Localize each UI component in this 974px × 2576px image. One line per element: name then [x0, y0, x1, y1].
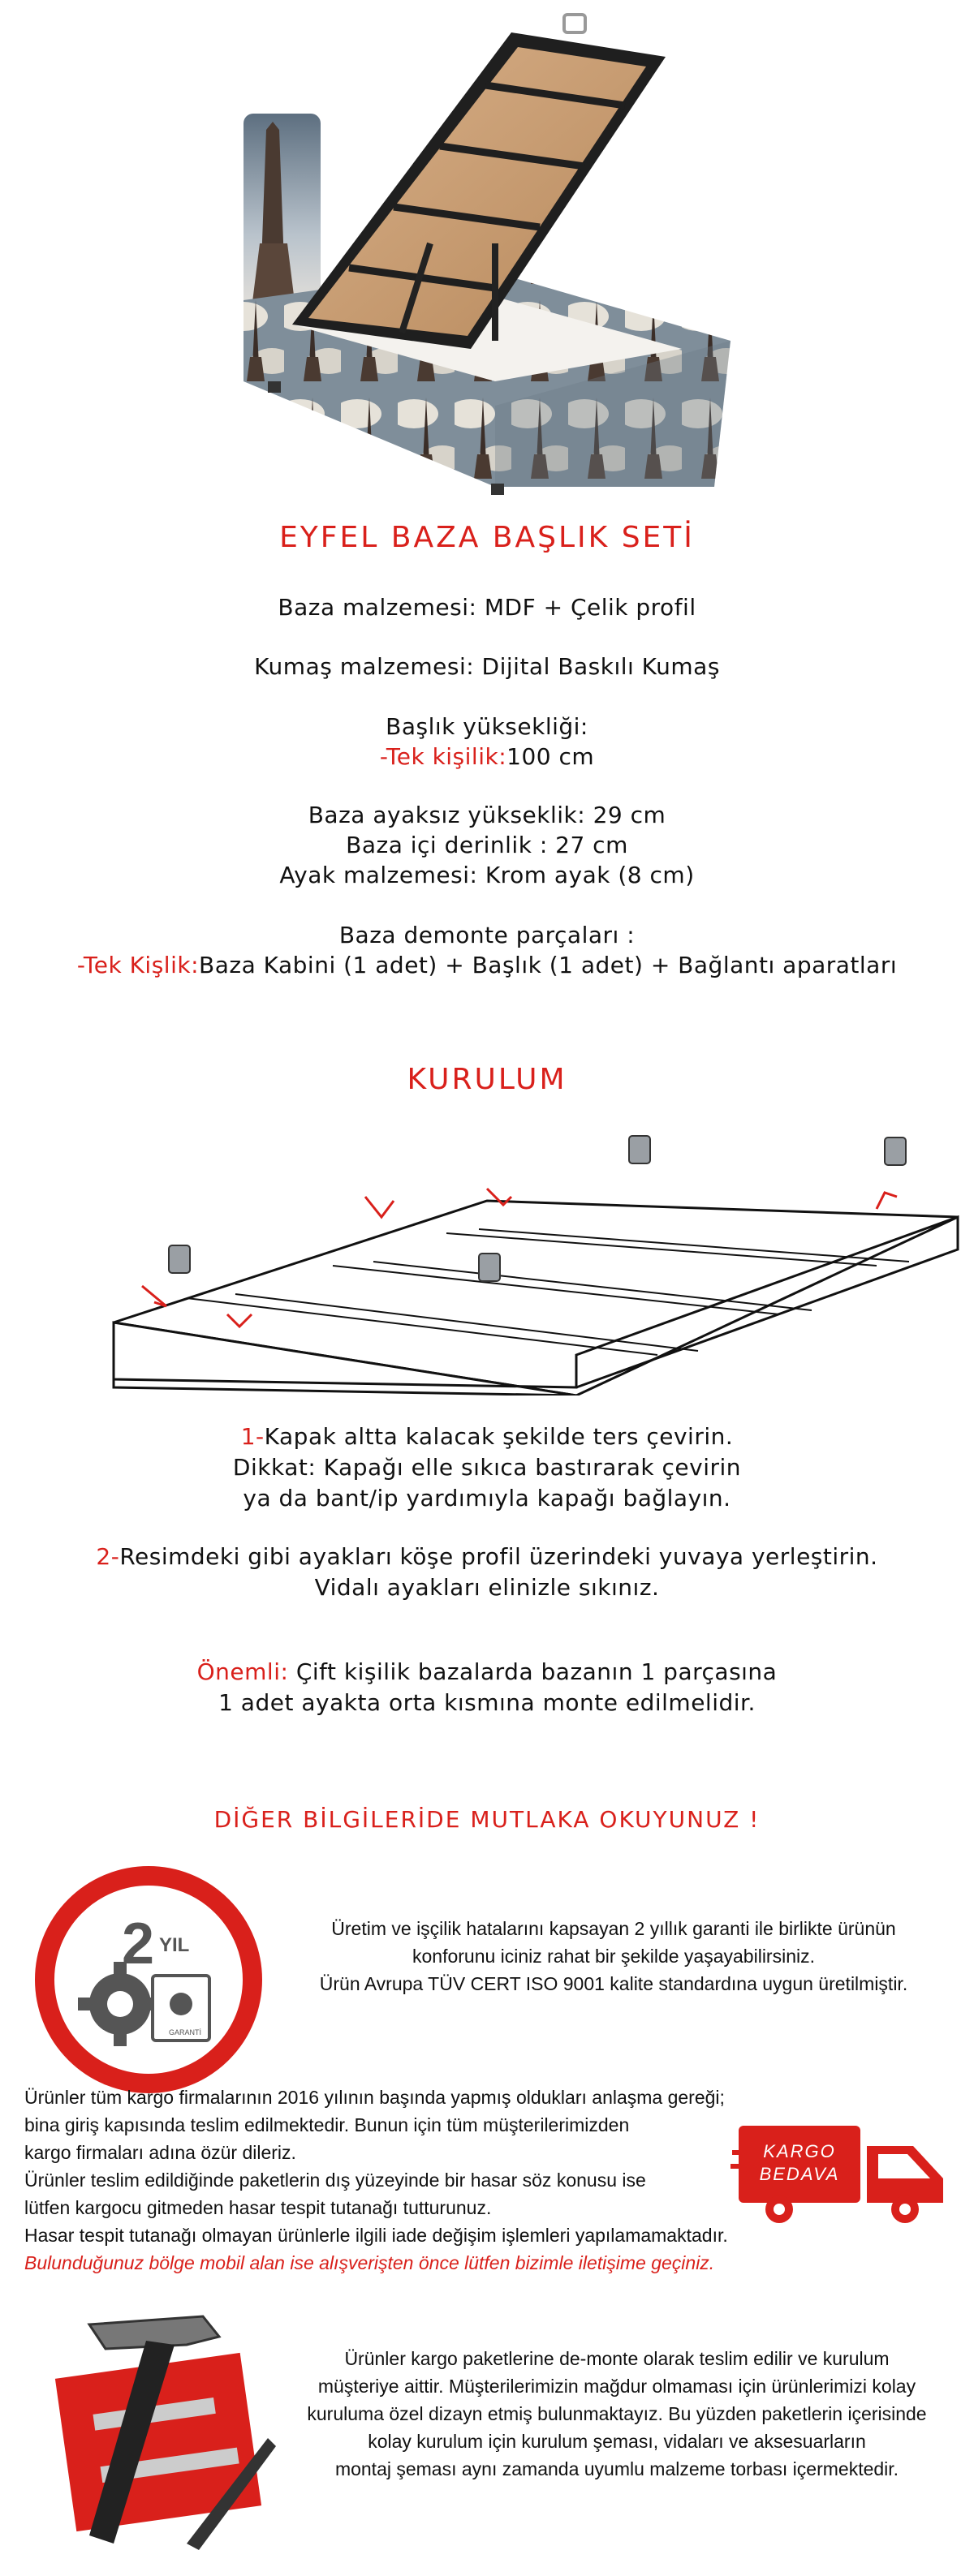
- warranty-line3: Ürün Avrupa TÜV CERT ISO 9001 kalite standardına uygun üretilmiştir.: [319, 1973, 908, 1994]
- spec-baza-material: Baza malzemesi: MDF + Çelik profil: [278, 594, 696, 621]
- truck-label-2: BEDAVA: [759, 2164, 840, 2184]
- warranty-line1: Üretim ve işçilik hatalarını kapsayan 2 yıllık garanti ile birlikte ürünün: [331, 1918, 896, 1939]
- spec-inner-depth: Baza içi derinlik : 27 cm: [346, 832, 628, 858]
- shipping-line1: Ürünler tüm kargo firmalarının 2016 yılının başında yapmış oldukları anlaşma gereği;: [24, 2087, 725, 2108]
- spec-headboard-height: Başlık yüksekliği:: [386, 713, 588, 740]
- tools-icon: [24, 2300, 292, 2560]
- shipping-line4: Ürünler teslim edildiğinde paketlerin dış yüzeyinde bir hasar söz konusu ise: [24, 2170, 646, 2191]
- shipping-line2: bina giriş kapısında teslim edilmektedir. Bunun için tüm müşterilerimizden: [24, 2114, 630, 2135]
- step1-line2: Dikkat: Kapağı elle sıkıca bastırarak çevirin: [232, 1454, 742, 1481]
- step1-line1: [0, 1421, 974, 1452]
- step2-line2: Vidalı ayakları elinizle sıkınız.: [314, 1574, 660, 1601]
- spec-legless-height: Baza ayaksız yükseklik: 29 cm: [308, 802, 666, 828]
- truck-icon: [730, 2122, 958, 2227]
- setup-diagram: [106, 1120, 974, 1396]
- important-line1: [0, 1657, 974, 1688]
- warranty-text: [268, 1915, 959, 1998]
- step2-text: Resimdeki gibi ayakları köşe profil üzerindeki yuvaya yerleştirin.: [119, 1543, 878, 1570]
- spec-single-value: 100 cm: [506, 743, 595, 770]
- shipping-line5: lütfen kargocu gitmeden hasar tespit tutanağı tutturunuz.: [24, 2197, 492, 2218]
- shipping-note: Bulunduğunuz bölge mobil alan ise alışverişten önce lütfen bizimle iletişime geçiniz.: [24, 2252, 715, 2273]
- assembly-line3: kuruluma özel dizayn etmiş bulunmaktayız. Bu yüzden paketlerin içerisinde: [307, 2403, 927, 2424]
- assembly-line4: kolay kurulum için kurulum şeması, vidaları ve aksesuarların: [368, 2431, 866, 2452]
- assembly-line5: montaj şeması aynı zamanda uyumlu malzeme torbası içermektedir.: [334, 2458, 899, 2479]
- warranty-badge-unit: YIL: [159, 1934, 190, 1956]
- step1-line3: ya da bant/ip yardımıyla kapağı bağlayın.: [243, 1485, 731, 1512]
- spec-parts-value: Baza Kabini (1 adet) + Başlık (1 adet) + Bağlantı aparatları: [199, 952, 898, 978]
- spec-parts: [0, 950, 974, 980]
- step2-number: 2-: [96, 1543, 120, 1570]
- warranty-badge: [31, 1862, 266, 2097]
- step1-number: 1-: [240, 1423, 265, 1450]
- spec-leg-material: Ayak malzemesi: Krom ayak (8 cm): [279, 862, 695, 888]
- shipping-line6: Hasar tespit tutanağı olmayan ürünlerle ilgili iade değişim işlemleri yapılamamaktadır.: [24, 2225, 728, 2246]
- warranty-line2: konforunu iciniz rahat bir şekilde yaşayabilirsiniz.: [412, 1946, 815, 1967]
- shipping-line3: kargo firmaları adına özür dileriz.: [24, 2142, 296, 2163]
- product-image: [227, 0, 747, 503]
- truck-label-1: KARGO: [763, 2141, 836, 2161]
- setup-title: KURULUM: [407, 1063, 567, 1096]
- spec-parts-label: Baza demonte parçaları :: [338, 922, 636, 948]
- spec-parts-prefix: -Tek Kişlik:: [76, 952, 199, 978]
- warranty-badge-small: GARANTİ: [169, 2028, 202, 2036]
- spec-single-prefix: -Tek kişilik:: [379, 743, 507, 770]
- step1-text: Kapak altta kalacak şekilde ters çevirin.: [264, 1423, 734, 1450]
- assembly-line1: Ürünler kargo paketlerine de-monte olarak teslim edilir ve kurulum: [344, 2348, 890, 2369]
- warranty-badge-number: 2: [122, 1912, 155, 1976]
- assembly-line2: müşteriye aittir. Müşterilerimizin mağdur olmaması için ürünlerimizi kolay: [317, 2376, 916, 2397]
- important-prefix: Önemli:: [196, 1658, 289, 1685]
- important-line2: 1 adet ayakta orta kısmına monte edilmelidir.: [218, 1689, 756, 1716]
- assembly-text: [292, 2345, 942, 2483]
- spec-single-height: [0, 742, 974, 772]
- step2-line1: [0, 1542, 974, 1572]
- spec-fabric-material: Kumaş malzemesi: Dijital Baskılı Kumaş: [254, 653, 720, 680]
- important-text: Çift kişilik bazalarda bazanın 1 parçasına: [288, 1658, 778, 1685]
- product-title: EYFEL BAZA BAŞLIK SETİ: [279, 521, 695, 554]
- other-title: DİĞER BİLGİLERİDE MUTLAKA OKUYUNUZ !: [213, 1806, 761, 1833]
